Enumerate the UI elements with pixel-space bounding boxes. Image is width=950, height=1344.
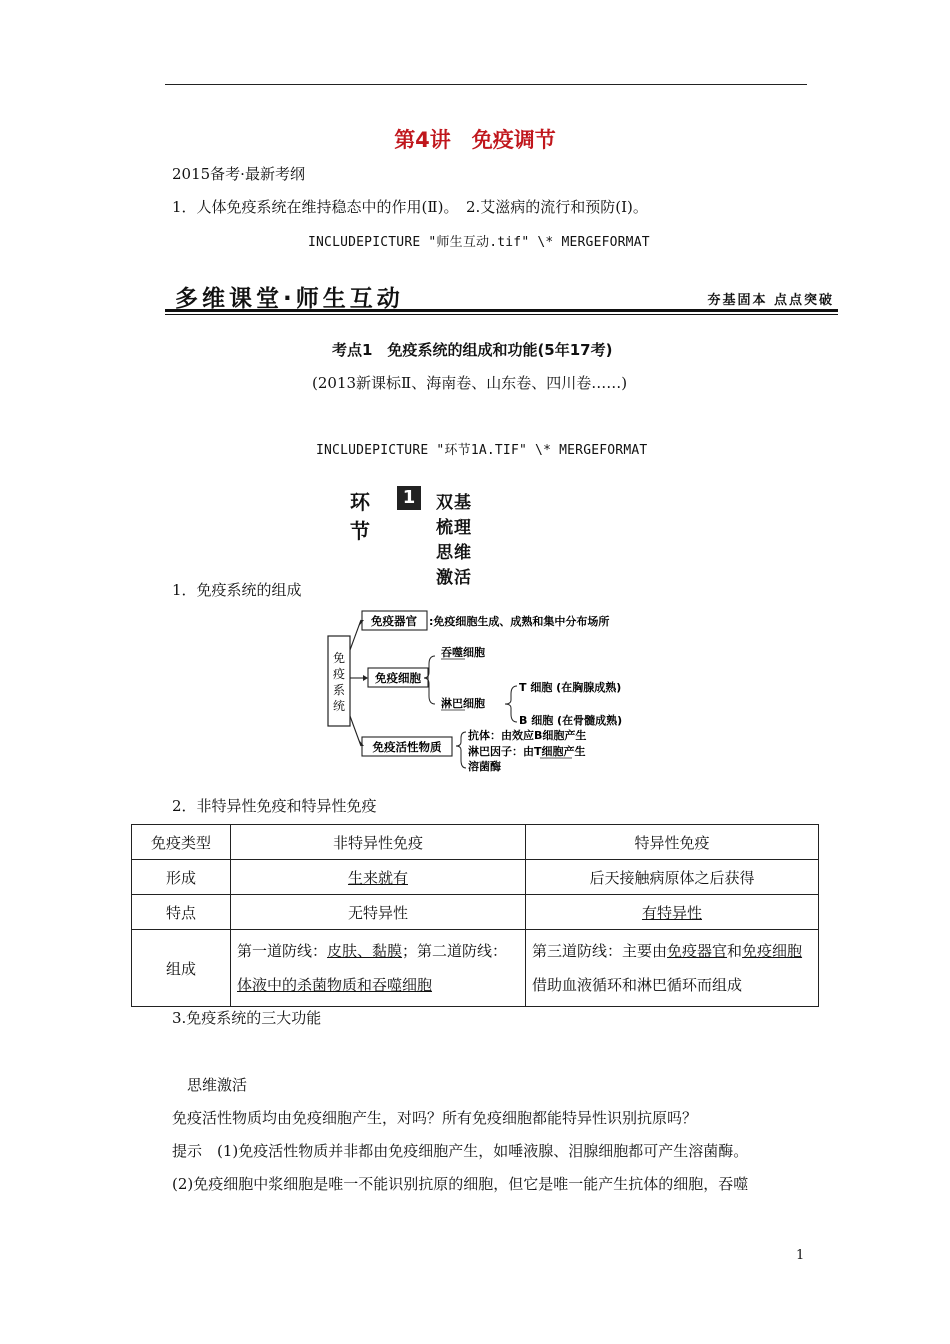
active-label: 免疫活性物质 [372, 740, 442, 754]
cell-text: 皮肤、黏膜 [327, 942, 403, 960]
lymph-label: 淋巴细胞 [441, 697, 485, 710]
organ-label: 免疫器官 [371, 614, 417, 628]
section-2-heading: 2．非特异性免疫和特异性免疫 [172, 797, 377, 815]
organ-desc: :免疫细胞生成、成熟和集中分布场所 [429, 615, 610, 628]
lymphokine-label: 淋巴因子：由T细胞产生 [468, 745, 586, 758]
cell-text: 和 [727, 942, 743, 960]
cell-value: 有特异性 [641, 903, 702, 922]
lymph-brace [505, 686, 517, 722]
page-title: 第4讲 免疫调节 [394, 128, 556, 152]
exam-header: 2015备考·最新考纲 [172, 165, 305, 183]
section-3-heading: 3.免疫系统的三大功能 [172, 1009, 322, 1027]
hint-line-2: (2)免疫细胞中浆细胞是唯一不能识别抗原的细胞，但它是唯一能产生抗体的细胞，吞噬 [172, 1175, 749, 1193]
include-picture-1: INCLUDEPICTURE "师生互动.tif" \* MERGEFORMAT [308, 235, 650, 250]
table-header: 非特异性免疫 [231, 825, 526, 860]
cell-text: 第一道防线： [237, 942, 328, 960]
page-number: 1 [796, 1248, 805, 1263]
arrow-heads [359, 620, 368, 746]
cell-value: 生来就有 [347, 868, 408, 887]
cell-text: 借助血液循环和淋巴循环而组成 [532, 976, 743, 994]
root-char: 疫 [332, 667, 346, 681]
cell-value: 无特异性 [231, 895, 526, 930]
kaodian-sources: (2013新课标Ⅱ、海南卷、山东卷、四川卷……) [312, 374, 628, 392]
root-char: 免 [332, 651, 346, 665]
cell-text: 体液中的杀菌物质和吞噬细胞 [237, 976, 433, 994]
table-row [132, 930, 819, 1007]
phago-label: 吞噬细胞 [441, 646, 485, 659]
table-row [132, 825, 819, 860]
banner-title: 多维课堂·师生互动 [175, 286, 404, 312]
section-1-heading: 1．免疫系统的组成 [172, 581, 302, 599]
immunity-comparison-table [131, 824, 819, 1007]
cell-text: ；第二道防线： [402, 942, 508, 960]
row-label: 特点 [132, 895, 231, 930]
include-picture-2: INCLUDEPICTURE "环节1A.TIF" \* MERGEFORMAT [316, 443, 648, 458]
cell-value: 后天接触病原体之后获得 [526, 860, 819, 895]
bcell-label: B 细胞 (在骨髓成熟) [519, 714, 623, 727]
compose-nonspec [231, 930, 526, 1007]
section-banner [165, 280, 838, 314]
banner-rule-thick [165, 309, 838, 312]
hint-line-1: 提示 (1)免疫活性物质并非都由免疫细胞产生，如唾液腺、泪腺细胞都可产生溶菌酶。 [172, 1142, 749, 1160]
cell-text: 免疫器官 [667, 942, 728, 960]
table-row [132, 895, 819, 930]
cell-label: 免疫细胞 [375, 671, 421, 685]
exam-items: 1．人体免疫系统在维持稳态中的作用(Ⅱ)。 2.艾滋病的流行和预防(Ⅰ)。 [172, 198, 648, 216]
question-text: 免疫活性物质均由免疫细胞产生，对吗？所有免疫细胞都能特异性识别抗原吗？ [172, 1109, 698, 1127]
banner-subtitle: 夯基固本 点点突破 [707, 293, 834, 308]
cell-text: 第三道防线：主要由 [532, 942, 668, 960]
huanjie-word: 环节 [350, 490, 370, 543]
root-char: 系 [332, 683, 346, 697]
compose-spec [526, 930, 819, 1007]
antibody-label: 抗体：由效应B细胞产生 [468, 729, 587, 742]
huanjie-text: 双基梳理 思维激活 [436, 493, 490, 588]
table-row [132, 860, 819, 895]
banner-rule-thin [165, 314, 838, 315]
siwei-heading: 思维激活 [187, 1076, 248, 1094]
huanjie-number: 1 [397, 486, 421, 510]
immune-system-diagram [325, 600, 655, 780]
cell-text: 免疫细胞 [742, 942, 803, 960]
tcell-label: T 细胞 (在胸腺成熟) [519, 681, 622, 694]
lysozyme-label: 溶菌酶 [468, 760, 501, 773]
table-header: 特异性免疫 [526, 825, 819, 860]
header-rule [165, 84, 807, 85]
kaodian-heading: 考点1 免疫系统的组成和功能(5年17考) [332, 341, 613, 359]
root-char: 统 [332, 699, 346, 713]
root-arrows [350, 620, 363, 746]
row-label: 形成 [132, 860, 231, 895]
active-brace [456, 732, 466, 768]
cell-brace [424, 656, 435, 704]
row-label: 组成 [132, 930, 231, 1007]
table-header: 免疫类型 [132, 825, 231, 860]
